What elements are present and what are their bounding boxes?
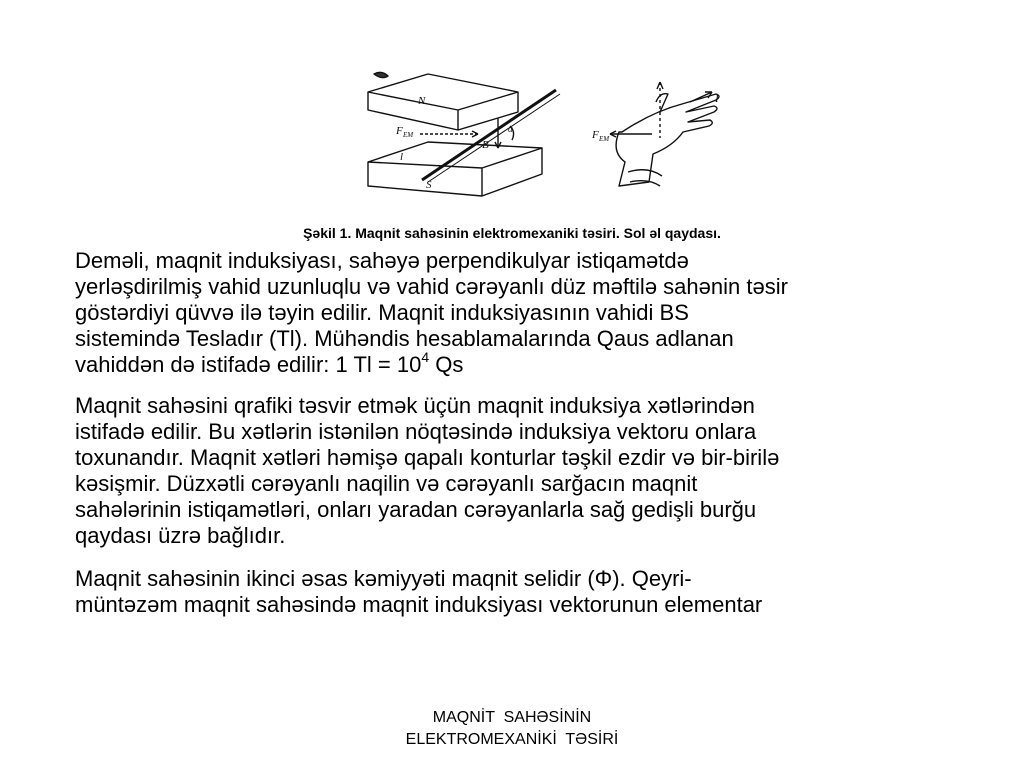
text-line: yerləşdirilmiş vahid uzunluqlu və vahid cərəyanlı düz məftilə sahənin təsir xyxy=(75,274,788,299)
text-line: müntəzəm maqnit sahəsində maqnit induksiyası vektorunun elementar xyxy=(75,592,763,617)
north-magnet xyxy=(368,72,518,130)
force-sub-right: EM xyxy=(599,135,610,143)
paragraph-induction-lines xyxy=(75,393,1010,549)
left-hand-rule-figure xyxy=(360,62,740,200)
text-line: Maqnit sahəsinin ikinci əsas kəmiyyəti maqnit selidir (Φ). Qeyri- xyxy=(75,566,692,591)
force-label-left: F xyxy=(396,125,403,137)
current-label-right: I xyxy=(715,93,719,105)
text-line: göstərdiyi qüvvə ilə təyin edilir. Maqnit induksiyasının vahidi BS xyxy=(75,300,689,325)
slide-footer xyxy=(0,707,1024,751)
text-line: sistemində Tesladır (Tl). Mühəndis hesablamalarında Qaus adlanan xyxy=(75,326,734,351)
text-line: Deməli, maqnit induksiyası, sahəyə perpendikulyar istiqamətdə xyxy=(75,248,689,273)
paragraph-magnetic-flux xyxy=(75,566,1010,618)
footer-line-2: ELEKTROMEXANİKİ TƏSİRİ xyxy=(405,731,619,748)
left-hand-drawing xyxy=(610,82,719,186)
paragraph-magnetic-induction xyxy=(75,248,1010,378)
text-line: istifadə edilir. Bu xətlərin istənilən nöqtəsində induksiya vektoru onlara xyxy=(75,419,757,444)
text-line: qaydası üzrə bağlıdır. xyxy=(75,523,286,548)
text-line: toxunandır. Maqnit xətləri həmişə qapalı konturlar təşkil ezdir və bir-birilə xyxy=(75,445,780,470)
south-pole-label: S xyxy=(426,179,432,191)
formula-exponent: 4 xyxy=(421,348,430,365)
text-line-formula xyxy=(75,348,1010,378)
text-line: sahələrinin istiqamətləri, onları yaradan cərəyanlarla sağ gedişli burğu xyxy=(75,497,757,522)
force-sub-left: EM xyxy=(403,131,414,139)
conductor-wire xyxy=(422,90,560,182)
south-magnet xyxy=(368,142,542,196)
formula-prefix: vahiddən də istifadə edilir: 1 Tl = 10 xyxy=(75,352,422,377)
field-label: B xyxy=(482,139,489,151)
formula-suffix: Qs xyxy=(429,352,464,377)
force-label-right: F xyxy=(592,129,599,141)
current-label-left: l xyxy=(400,151,404,163)
text-line: kəsişmir. Düzxətli cərəyanlı naqilin və cərəyanlı sarğacın maqnit xyxy=(75,471,698,496)
footer-line-1: MAQNİT SAHƏSİNİN xyxy=(432,709,592,726)
angle-label: α xyxy=(508,124,513,134)
north-pole-label: N xyxy=(418,95,426,107)
text-line: Maqnit sahəsini qrafiki təsvir etmək üçün maqnit induksiya xətlərindən xyxy=(75,393,755,418)
figure-caption: Şəkil 1. Maqnit sahəsinin elektromexaniki təsiri. Sol əl qaydası. xyxy=(303,225,721,241)
